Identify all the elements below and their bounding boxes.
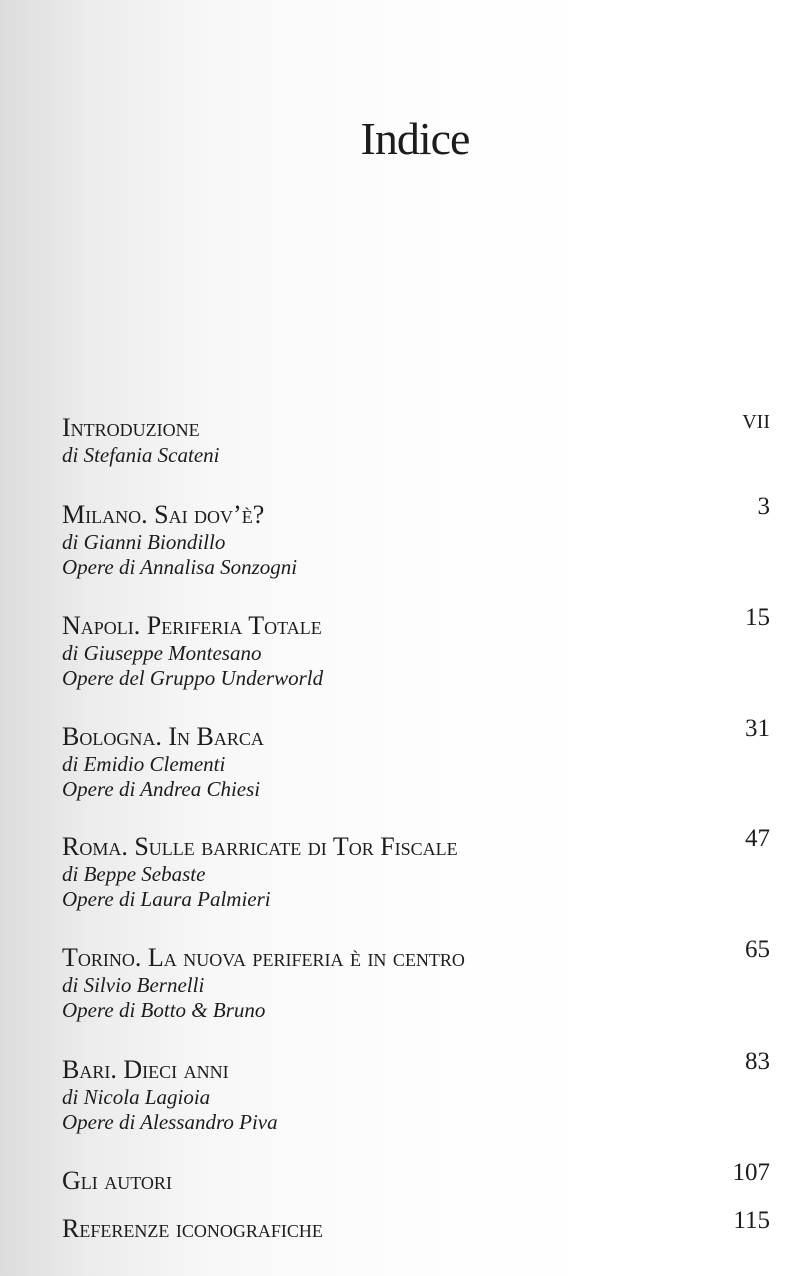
toc-entry-title: Bologna. In Barca — [62, 722, 264, 751]
toc-page-number: 3 — [757, 493, 770, 520]
toc-author: di Giuseppe Montesano — [62, 641, 262, 665]
toc-entry-title: Bari. Dieci anni — [62, 1055, 229, 1084]
toc-author: di Emidio Clementi — [62, 752, 226, 776]
toc-artist: Opere di Botto & Bruno — [62, 998, 266, 1022]
toc-author: di Silvio Bernelli — [62, 973, 205, 997]
toc-entry-napoli[interactable] — [62, 604, 770, 691]
page-title: Indice — [360, 113, 470, 164]
toc-entry-milano[interactable] — [62, 493, 770, 580]
toc-author: di Gianni Biondillo — [62, 530, 226, 554]
toc-entry-title: Referenze iconografiche — [62, 1214, 323, 1243]
toc-entry-title: Introduzione — [62, 413, 200, 442]
toc-page-number: 107 — [732, 1159, 770, 1186]
toc-artist: Opere di Annalisa Sonzogni — [62, 555, 298, 579]
toc-entry-torino[interactable] — [62, 936, 770, 1023]
toc-page-number: 83 — [745, 1048, 770, 1075]
toc-page-number: 31 — [745, 715, 770, 742]
toc-page-number: VII — [742, 411, 770, 433]
toc-author: di Nicola Lagioia — [62, 1085, 211, 1109]
toc-author: di Stefania Scateni — [62, 443, 220, 467]
toc-artist: Opere di Andrea Chiesi — [62, 777, 261, 801]
toc-entry-gli-autori[interactable] — [62, 1159, 770, 1196]
toc-entry-referenze-iconografiche[interactable] — [62, 1207, 770, 1244]
toc-author: di Beppe Sebaste — [62, 862, 206, 886]
toc-page-number: 47 — [745, 825, 770, 852]
toc-entry-title: Gli autori — [62, 1166, 172, 1195]
toc-page-number: 15 — [745, 604, 770, 631]
toc-artist: Opere di Alessandro Piva — [62, 1110, 278, 1134]
toc-entry-bari[interactable] — [62, 1048, 770, 1135]
toc-artist: Opere del Gruppo Underworld — [62, 666, 324, 690]
toc-page-number: 115 — [733, 1207, 770, 1234]
toc-entry-title: Roma. Sulle barricate di Tor Fiscale — [62, 832, 458, 861]
toc-entry-title: Milano. Sai dov’è? — [62, 500, 265, 529]
toc-page-number: 65 — [745, 936, 770, 963]
toc-entry-bologna[interactable] — [62, 715, 770, 802]
toc-entry-title: Napoli. Periferia Totale — [62, 611, 322, 640]
toc-artist: Opere di Laura Palmieri — [62, 887, 271, 911]
toc-entry-title: Torino. La nuova periferia è in centro — [62, 943, 465, 972]
toc-entry-introduzione[interactable] — [62, 413, 770, 468]
toc-entry-roma[interactable] — [62, 825, 770, 912]
